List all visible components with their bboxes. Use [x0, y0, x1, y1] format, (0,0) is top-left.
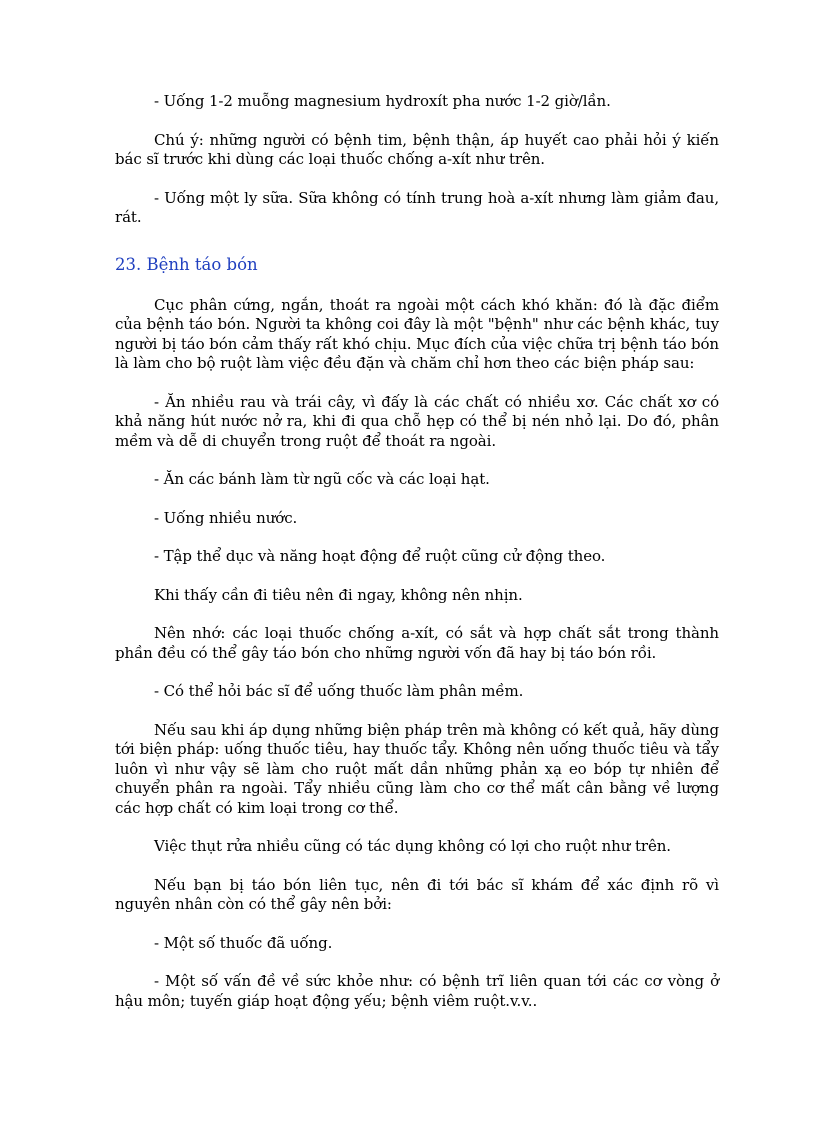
- paragraph-laxatives: Nếu sau khi áp dụng những biện pháp trên mà không có kết quả, hãy dùng tới biện pháp: uống thuốc tiêu, hay thuốc tẩy. Không nên uống thuốc tiêu và tẩy luôn vì như vậy sẽ làm cho ruột mất dần những phản xạ eo bóp tự nhiên để chuyển phân ra ngoài. Tẩy nhiều cũng làm cho cơ thể mất cân bằng về lượng các hợp chất có kim loại trong cơ thể.: [115, 720, 719, 817]
- paragraph-health-issues: - Một số vấn đề về sức khỏe như: có bệnh trĩ liên quan tới các cơ vòng ở hậu môn; tuyến giáp hoạt động yếu; bệnh viêm ruột.v.v..: [115, 972, 719, 1010]
- paragraph-water: - Uống nhiều nước.: [154, 508, 298, 527]
- paragraph-intro: Cục phân cứng, ngắn, thoát ra ngoài một cách khó khăn: đó là đặc điểm của bệnh táo bón. Người ta không coi đây là một "bệnh" như các bệnh khác, tuy người bị táo bón cảm thấy rất khó chịu. Mục đích của việc chữa trị bệnh táo bón là làm cho bộ ruột làm việc đều đặn và chăm chỉ hơn theo các biện pháp sau:: [115, 295, 719, 372]
- paragraph-dont-hold: Khi thấy cần đi tiêu nên đi ngay, không nên nhịn.: [154, 585, 523, 604]
- paragraph-persistent: Nếu bạn bị táo bón liên tục, nên đi tới bác sĩ khám để xác định rõ vì nguyên nhân còn có thể gây nên bởi:: [115, 875, 719, 913]
- paragraph-enema: Việc thụt rửa nhiều cũng có tác dụng không có lợi cho ruột như trên.: [154, 837, 671, 855]
- paragraph-grains: - Ăn các bánh làm từ ngũ cốc và các loại hạt.: [154, 470, 490, 488]
- paragraph-milk: - Uống một ly sữa. Sữa không có tính trung hoà a-xít nhưng làm giảm đau, rát.: [115, 188, 719, 226]
- paragraph-remember: Nên nhớ: các loại thuốc chống a-xít, có sắt và hợp chất sắt trong thành phần đều có thể gây táo bón cho những người vốn đã hay bị táo bón rồi.: [115, 624, 719, 662]
- paragraph-fiber: - Ăn nhiều rau và trái cây, vì đấy là các chất có nhiều xơ. Các chất xơ có khả năng hút nước nở ra, khi đi qua chỗ hẹp có thể bị nén nhỏ lại. Do đó, phân mềm và dễ di chuyển trong ruột để thoát ra ngoài.: [115, 392, 719, 450]
- paragraph-medicines: - Một số thuốc đã uống.: [154, 933, 333, 952]
- document-page: [115, 92, 719, 1011]
- paragraph-magnesium: - Uống 1-2 muỗng magnesium hydroxít pha nước 1-2 giờ/lần.: [154, 92, 611, 110]
- paragraph-ask-doctor: - Có thể hỏi bác sĩ để uống thuốc làm phân mềm.: [154, 682, 524, 700]
- paragraph-exercise: - Tập thể dục và năng hoạt động để ruột cũng cử động theo.: [154, 547, 606, 565]
- paragraph-note: Chú ý: những người có bệnh tim, bệnh thận, áp huyết cao phải hỏi ý kiến bác sĩ trước khi dùng các loại thuốc chống a-xít như trên.: [115, 130, 719, 168]
- section-heading: 23. Bệnh táo bón: [115, 254, 258, 274]
